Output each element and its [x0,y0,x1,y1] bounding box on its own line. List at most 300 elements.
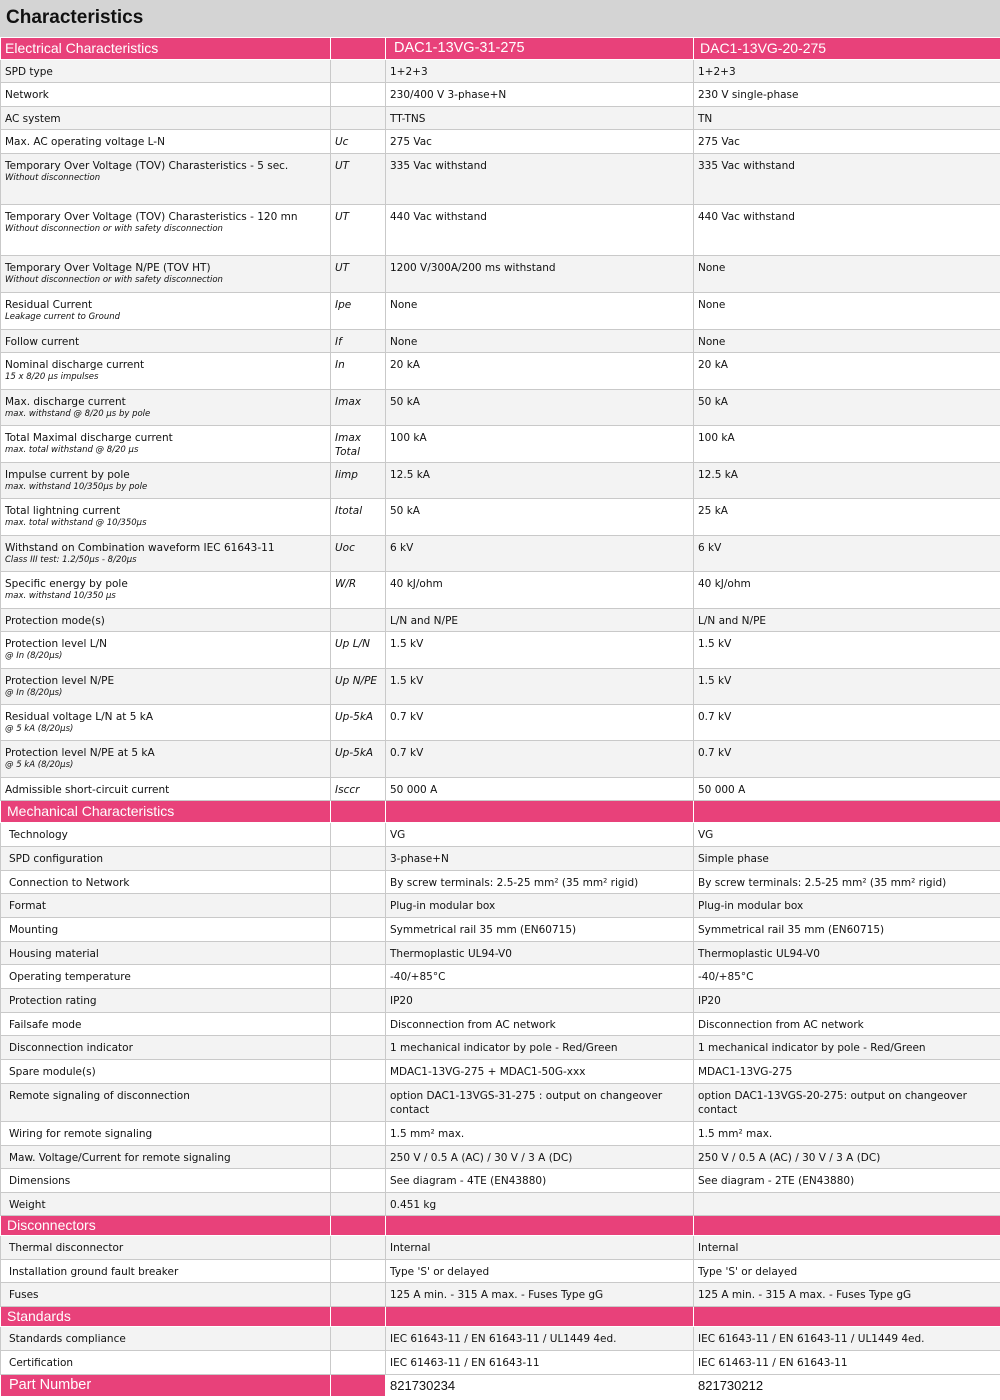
value-product-1: L/N and N/PE [386,609,694,632]
row-label-text: Temporary Over Voltage (TOV) Charasteristics - 120 mn [5,211,298,223]
symbol-cell: W/R [331,572,386,609]
value-product-1: 275 Vac [386,130,694,154]
value-product-2: 250 V / 0.5 A (AC) / 30 V / 3 A (DC) [694,1146,1000,1169]
value-product-2: 0.7 kV [694,705,1000,741]
symbol-cell [331,942,386,965]
value-product-2: 1.5 mm² max. [694,1122,1000,1146]
row-label-text: Protection mode(s) [5,615,105,627]
table-row [1,463,1000,499]
row-label-text: Residual Current [5,299,93,311]
row-label [1,942,331,965]
row-label [1,1193,331,1216]
row-label-text: Failsafe mode [9,1019,82,1031]
characteristics-title-bar [0,0,1000,38]
value-product-2: 100 kA [694,426,1000,463]
row-label-text: Dimensions [9,1175,71,1187]
value-product-2: L/N and N/PE [694,609,1000,632]
table-row [1,669,1000,705]
row-label [1,1060,331,1084]
row-label-text: Operating temperature [9,971,131,983]
row-label [1,572,331,609]
row-label-text: Thermal disconnector [9,1242,124,1254]
value-product-2: option DAC1-13VGS-20-275: output on changeover contact [694,1084,1000,1122]
row-label [1,1327,331,1351]
table-row [1,778,1000,801]
row-label-text: Total Maximal discharge current [5,432,173,444]
value-product-2: TN [694,107,1000,130]
part-number-product-2: 821730212 [694,1375,1000,1397]
row-label-text: SPD type [5,66,53,78]
table-row [1,1260,1000,1283]
value-product-2: 40 kJ/ohm [694,572,1000,609]
row-label [1,536,331,572]
value-product-2: 335 Vac withstand [694,154,1000,205]
symbol-cell: Ipe [331,293,386,330]
row-label [1,1283,331,1307]
value-product-1: 230/400 V 3-phase+N [386,83,694,107]
row-sublabel: max. withstand @ 8/20 µs by pole [5,409,151,419]
table-row [1,293,1000,330]
table-row [1,823,1000,847]
row-label-text: Temporary Over Voltage N/PE (TOV HT) [5,262,211,274]
value-product-1: 0.451 kg [386,1193,694,1216]
value-product-1: IEC 61463-11 / EN 61643-11 [386,1351,694,1375]
value-product-1: 6 kV [386,536,694,572]
table-row [1,609,1000,632]
symbol-cell [331,871,386,894]
section-spacer [331,1307,386,1327]
section-spacer [331,801,386,823]
row-label-text: Protection level N/PE at 5 kA [5,747,155,759]
symbol-cell [331,989,386,1013]
table-row [1,632,1000,669]
product-heading: DAC1-13VG-20-275 [694,38,1000,60]
row-label [1,1084,331,1122]
row-label [1,965,331,989]
row-label-text: Total lightning current [5,505,121,517]
symbol-cell: Uc [331,130,386,154]
row-label-text: Impulse current by pole [5,469,130,481]
section-spacer [386,801,694,823]
row-label [1,1013,331,1036]
row-sublabel: @ 5 kA (8/20µs) [5,760,74,770]
symbol-cell: Up-5kA [331,705,386,741]
table-row [1,705,1000,741]
value-product-1: 100 kA [386,426,694,463]
symbol-cell [331,107,386,130]
row-sublabel: Without disconnection or with safety disconnection [5,224,223,234]
row-label-text: Withstand on Combination waveform IEC 61643-11 [5,542,275,554]
value-product-2 [694,1193,1000,1216]
row-label-text: Installation ground fault breaker [9,1266,179,1278]
symbol-cell: UT [331,256,386,293]
value-product-1: 50 000 A [386,778,694,801]
value-product-2: 125 A min. - 315 A max. - Fuses Type gG [694,1283,1000,1307]
row-label-text: Wiring for remote signaling [9,1128,153,1140]
symbol-cell [331,1060,386,1084]
value-product-2: IEC 61643-11 / EN 61643-11 / UL1449 4ed. [694,1327,1000,1351]
value-product-2: 230 V single-phase [694,83,1000,107]
value-product-2: 25 kA [694,499,1000,536]
symbol-cell: If [331,330,386,353]
row-label [1,871,331,894]
value-product-1: -40/+85°C [386,965,694,989]
value-product-1: Thermoplastic UL94-V0 [386,942,694,965]
value-product-2: 1.5 kV [694,632,1000,669]
table-row [1,130,1000,154]
value-product-1: 1+2+3 [386,60,694,83]
row-label [1,107,331,130]
product-heading: DAC1-13VG-31-275 [386,38,694,60]
row-label [1,705,331,741]
table-row [1,1146,1000,1169]
value-product-2: Internal [694,1236,1000,1260]
symbol-cell: Uoc [331,536,386,572]
table-row [1,572,1000,609]
symbol-cell: Up-5kA [331,741,386,778]
symbol-cell: Up N/PE [331,669,386,705]
row-label [1,669,331,705]
row-label [1,1122,331,1146]
value-product-1: option DAC1-13VGS-31-275 : output on changeover contact [386,1084,694,1122]
mechanical-header-row [1,801,1000,823]
value-product-2: None [694,330,1000,353]
table-row [1,536,1000,572]
section-spacer [694,1216,1000,1236]
table-row [1,918,1000,942]
value-product-2: 275 Vac [694,130,1000,154]
value-product-1: 40 kJ/ohm [386,572,694,609]
row-label [1,463,331,499]
value-product-2: By screw terminals: 2.5-25 mm² (35 mm² rigid) [694,871,1000,894]
row-label [1,390,331,426]
value-product-2: Type 'S' or delayed [694,1260,1000,1283]
value-product-2: Disconnection from AC network [694,1013,1000,1036]
section-spacer [694,801,1000,823]
value-product-1: Type 'S' or delayed [386,1260,694,1283]
row-label-text: Max. AC operating voltage L-N [5,136,165,148]
row-label-text: Spare module(s) [9,1066,96,1078]
disconnectors-header-row [1,1216,1000,1236]
table-row [1,1236,1000,1260]
row-label [1,83,331,107]
section-title: Electrical Characteristics [1,38,331,60]
row-label-text: Maw. Voltage/Current for remote signaling [9,1152,231,1164]
value-product-2: 50 000 A [694,778,1000,801]
row-sublabel: @ 5 kA (8/20µs) [5,724,74,734]
symbol-cell [331,847,386,871]
symbol-cell: Iimp [331,463,386,499]
row-label-text: Specific energy by pole [5,578,128,590]
row-label [1,1236,331,1260]
row-label-text: Mounting [9,924,59,936]
section-spacer [331,1375,386,1397]
symbol-cell [331,83,386,107]
row-label-text: Protection rating [9,995,97,1007]
value-product-1: Plug-in modular box [386,894,694,918]
row-label [1,293,331,330]
table-row [1,390,1000,426]
row-sublabel: max. withstand 10/350 µs [5,591,116,601]
table-row [1,60,1000,83]
row-label-text: Protection level L/N [5,638,108,650]
symbol-cell: In [331,353,386,390]
standards-header-row [1,1307,1000,1327]
row-label-text: AC system [5,113,61,125]
row-label [1,130,331,154]
table-row [1,847,1000,871]
part-number-label: Part Number [1,1375,331,1397]
value-product-2: IP20 [694,989,1000,1013]
row-label-text: Technology [9,829,68,841]
section-spacer [386,1307,694,1327]
value-product-2: 1+2+3 [694,60,1000,83]
value-product-1: IP20 [386,989,694,1013]
table-row [1,1169,1000,1193]
row-sublabel: 15 x 8/20 µs impulses [5,372,99,382]
table-row [1,1060,1000,1084]
value-product-2: 6 kV [694,536,1000,572]
value-product-1: 250 V / 0.5 A (AC) / 30 V / 3 A (DC) [386,1146,694,1169]
section-spacer [694,1307,1000,1327]
row-label-text: Max. discharge current [5,396,126,408]
row-sublabel: max. total withstand @ 8/20 µs [5,445,139,455]
symbol-cell [331,1283,386,1307]
symbol-cell [331,1036,386,1060]
symbol-cell [331,1193,386,1216]
value-product-1: Internal [386,1236,694,1260]
value-product-1: 50 kA [386,390,694,426]
table-row [1,894,1000,918]
value-product-2: Plug-in modular box [694,894,1000,918]
row-label-text: Nominal discharge current [5,359,145,371]
row-label-text: Fuses [9,1289,39,1301]
row-label-text: Follow current [5,336,80,348]
value-product-2: 50 kA [694,390,1000,426]
row-label [1,989,331,1013]
value-product-2: 0.7 kV [694,741,1000,778]
value-product-1: 125 A min. - 315 A max. - Fuses Type gG [386,1283,694,1307]
row-sublabel: Without disconnection [5,173,101,183]
row-label [1,823,331,847]
row-label-text: Admissible short-circuit current [5,784,170,796]
section-title: Standards [1,1307,331,1327]
row-sublabel: Without disconnection or with safety disconnection [5,275,223,285]
value-product-2: None [694,256,1000,293]
symbol-cell: UT [331,154,386,205]
symbol-cell [331,1084,386,1122]
row-label-text: Housing material [9,948,99,960]
value-product-1: 0.7 kV [386,705,694,741]
value-product-1: 0.7 kV [386,741,694,778]
row-label [1,1036,331,1060]
value-product-2: See diagram - 2TE (EN43880) [694,1169,1000,1193]
row-label [1,1260,331,1283]
value-product-1: VG [386,823,694,847]
value-product-1: 50 kA [386,499,694,536]
row-sublabel: @ In (8/20µs) [5,651,63,661]
symbol-cell [331,1236,386,1260]
value-product-2: Symmetrical rail 35 mm (EN60715) [694,918,1000,942]
row-label [1,499,331,536]
value-product-1: 12.5 kA [386,463,694,499]
row-label [1,918,331,942]
electrical-header-row [1,38,1000,60]
row-label-text: Protection level N/PE [5,675,115,687]
value-product-1: 440 Vac withstand [386,205,694,256]
row-sublabel: @ In (8/20µs) [5,688,63,698]
value-product-2: 12.5 kA [694,463,1000,499]
value-product-1: 1 mechanical indicator by pole - Red/Green [386,1036,694,1060]
part-number-product-1: 821730234 [386,1375,694,1397]
row-sublabel: Class III test: 1.2/50µs - 8/20µs [5,555,137,565]
value-product-2: -40/+85°C [694,965,1000,989]
value-product-1: None [386,293,694,330]
value-product-1: 20 kA [386,353,694,390]
row-label-text: Format [9,900,47,912]
table-row [1,256,1000,293]
table-row [1,107,1000,130]
symbol-cell [331,1146,386,1169]
row-label [1,205,331,256]
table-row [1,330,1000,353]
value-product-2: 20 kA [694,353,1000,390]
part-number-row [1,1375,1000,1397]
table-row [1,154,1000,205]
symbol-cell [331,894,386,918]
row-label [1,632,331,669]
symbol-cell [331,965,386,989]
row-label [1,1146,331,1169]
value-product-1: 335 Vac withstand [386,154,694,205]
symbol-cell [331,1351,386,1375]
value-product-1: 3-phase+N [386,847,694,871]
row-label-text: Certification [9,1357,74,1369]
row-label-text: Remote signaling of disconnection [9,1090,190,1102]
value-product-1: By screw terminals: 2.5-25 mm² (35 mm² rigid) [386,871,694,894]
section-title: Mechanical Characteristics [1,801,331,823]
symbol-cell [331,1122,386,1146]
section-title: Disconnectors [1,1216,331,1236]
table-row [1,1327,1000,1351]
table-row [1,205,1000,256]
table-row [1,1193,1000,1216]
symbol-cell: Itotal [331,499,386,536]
symbol-cell [331,1169,386,1193]
table-row [1,499,1000,536]
row-label [1,426,331,463]
row-label-text: Residual voltage L/N at 5 kA [5,711,153,723]
row-sublabel: max. withstand 10/350µs by pole [5,482,148,492]
table-row [1,1013,1000,1036]
value-product-1: 1200 V/300A/200 ms withstand [386,256,694,293]
value-product-1: MDAC1-13VG-275 + MDAC1-50G-xxx [386,1060,694,1084]
symbol-cell [331,918,386,942]
symbol-cell [331,609,386,632]
table-row [1,989,1000,1013]
row-label-text: Weight [9,1199,46,1211]
section-spacer [386,1216,694,1236]
value-product-2: 440 Vac withstand [694,205,1000,256]
table-row [1,1283,1000,1307]
value-product-1: None [386,330,694,353]
row-sublabel: max. total withstand @ 10/350µs [5,518,147,528]
page-title: Characteristics [6,7,144,28]
row-label-text: Temporary Over Voltage (TOV) Charasteristics - 5 sec. [5,160,289,172]
symbol-cell: Imax [331,390,386,426]
row-label-text: Standards compliance [9,1333,126,1345]
table-row [1,1122,1000,1146]
value-product-1: 1.5 kV [386,669,694,705]
row-label [1,778,331,801]
table-row [1,353,1000,390]
value-product-2: Thermoplastic UL94-V0 [694,942,1000,965]
table-row [1,83,1000,107]
value-product-2: None [694,293,1000,330]
value-product-1: IEC 61643-11 / EN 61643-11 / UL1449 4ed. [386,1327,694,1351]
row-label [1,741,331,778]
row-label-text: SPD configuration [9,853,104,865]
table-row [1,1351,1000,1375]
row-label-text: Disconnection indicator [9,1042,133,1054]
row-label [1,609,331,632]
symbol-cell [331,1260,386,1283]
table-row [1,426,1000,463]
table-row [1,871,1000,894]
value-product-2: Simple phase [694,847,1000,871]
row-label [1,894,331,918]
value-product-1: Disconnection from AC network [386,1013,694,1036]
symbol-cell: Up L/N [331,632,386,669]
symbol-cell [331,823,386,847]
value-product-2: VG [694,823,1000,847]
value-product-2: 1 mechanical indicator by pole - Red/Green [694,1036,1000,1060]
characteristics-table [0,37,1000,1397]
row-label [1,154,331,205]
row-label [1,256,331,293]
table-row [1,1036,1000,1060]
row-label [1,353,331,390]
row-label [1,847,331,871]
section-spacer [331,1216,386,1236]
value-product-2: MDAC1-13VG-275 [694,1060,1000,1084]
row-label-text: Network [5,89,49,101]
value-product-2: 1.5 kV [694,669,1000,705]
value-product-2: IEC 61463-11 / EN 61643-11 [694,1351,1000,1375]
value-product-1: 1.5 kV [386,632,694,669]
symbol-cell [331,60,386,83]
table-row [1,942,1000,965]
value-product-1: Symmetrical rail 35 mm (EN60715) [386,918,694,942]
symbol-cell: UT [331,205,386,256]
row-label [1,1351,331,1375]
value-product-1: See diagram - 4TE (EN43880) [386,1169,694,1193]
table-row [1,741,1000,778]
table-row [1,965,1000,989]
row-label [1,60,331,83]
symbol-cell: Imax Total [331,426,386,463]
row-sublabel: Leakage current to Ground [5,312,121,322]
table-row [1,1084,1000,1122]
symbol-cell [331,1327,386,1351]
value-product-1: TT-TNS [386,107,694,130]
symbol-cell [331,1013,386,1036]
row-label [1,330,331,353]
symbol-cell: Isccr [331,778,386,801]
row-label [1,1169,331,1193]
value-product-1: 1.5 mm² max. [386,1122,694,1146]
row-label-text: Connection to Network [9,877,130,889]
